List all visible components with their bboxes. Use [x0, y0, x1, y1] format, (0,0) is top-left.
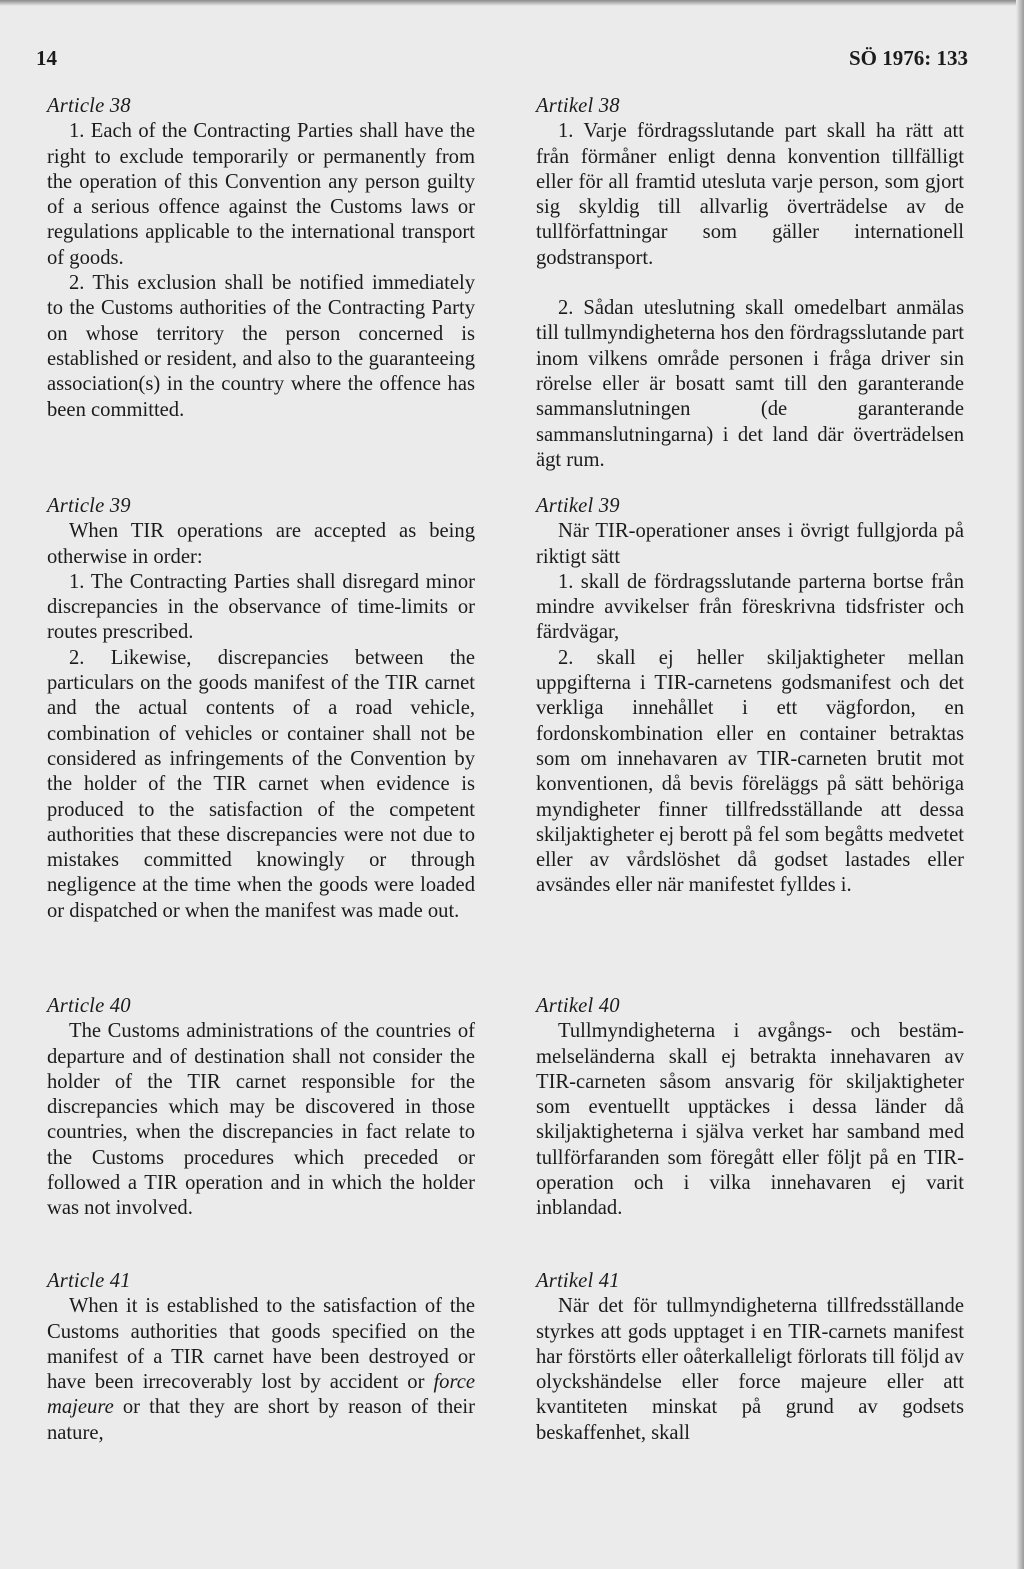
artikel-39-sv: [536, 494, 964, 899]
paragraph: 2. Likewise, discrepancies between the particulars on the goods manifest of the TIR carnet and the actual contents of a road vehicle, combination of vehicles or container shall not be considered as infringements of the Convention by the holder of the TIR carnet when evidence is produced to the satisfaction of the competent authorities that these discrepancies were not due to mistakes committed knowingly or through negligence at the time when the goods were loaded or dispatched or when the manifest was made out.: [47, 646, 475, 922]
article-39-en: [47, 494, 475, 924]
paragraph: Tullmyndigheterna i avgångs- och bestämmelseländerna skall ej betrakta innehavaren av TIR-carneten såsom ansvarig för skiljaktigheter som eventuellt upptäckes i dessa länder då skiljaktigheterna i själva verket har samband med tullförfaranden som föregått eller följt på en TIR-operation och i vilka innehavaren ej varit inblandad.: [536, 1020, 964, 1220]
paragraph: När det för tullmyndigheterna tillfredsställande styrkes att gods upptaget i en TIR-carnets manifest har förstörts eller oåterkalleligt förlorats till följd av olyckshändelse eller force majeure eller att kvantiteten minskat på grund av godsets beskaffenhet, skall: [536, 1295, 964, 1444]
paragraph: När TIR-operationer anses i övrigt fullgjorda på riktigt sätt: [536, 520, 964, 568]
article-heading: Artikel 41: [536, 1270, 620, 1292]
emphasis-text: force majeure: [47, 1371, 475, 1419]
paragraph: 1. Each of the Contracting Parties shall have the right to exclude temporarily or permanently from the operation of this Convention any person guilty of a serious offence against the Customs laws or regulations applicable to the international transport of goods.: [47, 120, 475, 269]
article-heading: Article 40: [47, 995, 131, 1017]
article-38-en: [47, 94, 475, 423]
article-40-en: [47, 994, 475, 1222]
paragraph: 2. This exclusion shall be notified immediately to the Customs authorities of the Contracting Party on whose territory the person concerned is established or resident, and also to the guaranteeing association(s) in the country where the offence has been committed.: [47, 272, 475, 421]
paragraph: 1. Varje fördragsslutande part skall ha rätt att från förmåner enligt denna konvention tillfälligt eller för all framtid utesluta varje person, som gjort sig skyldig till allvarlig överträdelse av de tullförfattningar som gäller internationell godstransport.: [536, 120, 964, 269]
paragraph: 2. Sådan uteslutning skall omedelbart anmälas till tullmyndigheterna hos den fördragsslutande part inom vilkens område personen i fråga driver sin rörelse eller är bosatt samt till den garanterande sammanslutningen (de garanterande sammanslutningarna) i det land där överträdelsen ägt rum.: [536, 297, 964, 471]
article-heading: Artikel 40: [536, 995, 620, 1017]
paragraph-text: or that they are short by reason of their nature,: [47, 1396, 475, 1444]
artikel-41-sv: [536, 1269, 964, 1446]
page-number: 14: [36, 46, 57, 70]
article-heading: Article 38: [47, 95, 131, 117]
paragraph: When TIR operations are accepted as being otherwise in order:: [47, 520, 475, 568]
paragraph: 2. skall ej heller skiljaktigheter mellan uppgifterna i TIR-carnetens godsmanifest och det verkliga innehållet i ett vägfordon, en fordonskombination eller en container betraktas som om innehavaren av TIR-carneten brutit mot konventionen, då bevis föreläggs på sätt behöriga myndigheter finner tillfredsställande att dessa skiljaktigheter ej berott på fel som begåtts medvetet eller av vårdslöshet då godset lastades eller avsändes eller när manifestet fylldes i.: [536, 646, 964, 897]
publication-reference: SÖ 1976: 133: [848, 46, 968, 70]
article-heading: Article 39: [47, 495, 131, 517]
article-heading: Article 41: [47, 1270, 131, 1292]
article-41-en: [47, 1269, 475, 1446]
scan-right-edge: [1016, 0, 1024, 1569]
paragraph: 1. skall de fördragsslutande parterna bortse från mindre avvikelser från föreskrivna tidsfrister och färdvägar,: [536, 570, 964, 644]
scan-top-edge: [0, 0, 1024, 6]
article-heading: Artikel 39: [536, 495, 620, 517]
artikel-40-sv: [536, 994, 964, 1222]
paragraph-text: When it is established to the satisfaction of the Customs authorities that goods specified on the manifest of a TIR carnet have been destroyed or have been irrecoverably lost by accident or: [47, 1295, 475, 1394]
article-heading: Artikel 38: [536, 95, 620, 117]
artikel-38-sv: [536, 94, 964, 473]
paragraph: 1. The Contracting Parties shall disregard minor discrepancies in the observance of time-limits or routes prescribed.: [47, 570, 475, 644]
paragraph: [47, 1294, 475, 1446]
paragraph: The Customs administrations of the countries of departure and of destination shall not consider the holder of the TIR carnet responsible for the discrepancies which may be discovered in those countries, when the discrepancies in fact relate to the Customs procedures which preceded or followed a TIR operation and in which the holder was not involved.: [47, 1020, 475, 1220]
